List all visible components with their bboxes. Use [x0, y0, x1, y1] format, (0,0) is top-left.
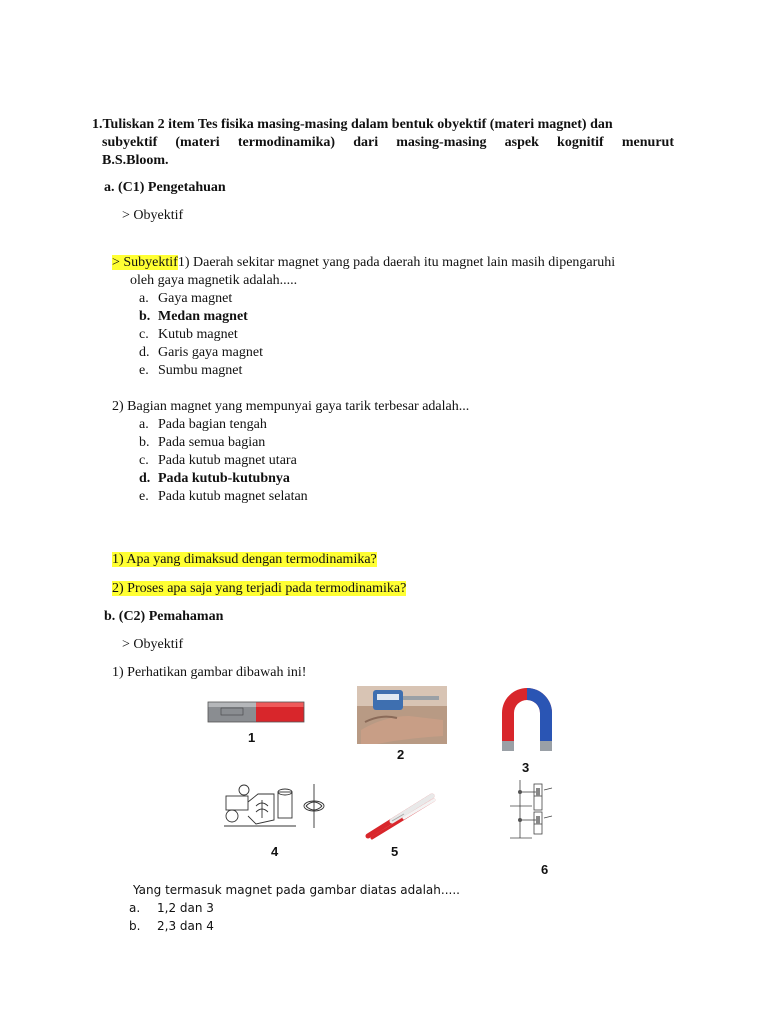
- q1-stem-line-2: oleh gaya magnetik adalah.....: [130, 273, 298, 288]
- q2-option-e: e. Pada kutub magnet selatan: [139, 489, 308, 504]
- answer-option-b: b. 2,3 dan 4: [129, 919, 214, 933]
- horseshoe-magnet-figure: [498, 685, 556, 755]
- question-header-line-2: subyektif (materi termodinamika) dari masing-masing aspek kognitif menurut: [102, 135, 674, 150]
- q1-option-b: b. Medan magnet: [139, 309, 248, 324]
- q1-option-c: c. Kutub magnet: [139, 327, 238, 342]
- figure-label-1: 1: [248, 730, 256, 745]
- subjective-line: [112, 254, 615, 272]
- q2-option-d: d. Pada kutub-kutubnya: [139, 471, 290, 486]
- figure-label-2: 2: [397, 747, 405, 762]
- subjective-label: > Subyektif: [112, 255, 178, 270]
- q1-stem-line-1: 1) Daerah sekitar magnet yang pada daerah itu magnet lain masih dipengaruhi: [177, 255, 616, 270]
- question-header-line-3: B.S.Bloom.: [102, 153, 169, 168]
- section-a-title: a. (C1) Pengetahuan: [104, 180, 226, 195]
- hand-battery-photo-figure: [357, 686, 447, 744]
- subjective-question-2: 2) Proses apa saja yang terjadi pada termodinamika?: [112, 581, 407, 596]
- objective-label-b: > Obyektif: [122, 637, 184, 652]
- q1-option-e: e. Sumbu magnet: [139, 363, 243, 378]
- question-header-line-1: 1.Tuliskan 2 item Tes fisika masing-masing dalam bentuk obyektif (materi magnet) dan: [92, 117, 613, 132]
- figure-question-stem: 1) Perhatikan gambar dibawah ini!: [112, 665, 307, 680]
- answer-option-a: a. 1,2 dan 3: [129, 901, 214, 915]
- subjective-question-1: 1) Apa yang dimaksud dengan termodinamika?: [112, 552, 377, 567]
- apparatus-drawing-figure: [222, 780, 332, 832]
- bar-magnet-figure: [207, 698, 305, 724]
- q2-stem: 2) Bagian magnet yang mempunyai gaya tarik terbesar adalah...: [112, 399, 470, 414]
- figure-label-6: 6: [541, 862, 549, 877]
- answer-prompt: Yang termasuk magnet pada gambar diatas adalah.....: [133, 883, 460, 897]
- q1-option-a: a. Gaya magnet: [139, 291, 233, 306]
- q2-option-a: a. Pada bagian tengah: [139, 417, 267, 432]
- stand-apparatus-figure: [506, 776, 570, 842]
- section-b-title: b. (C2) Pemahaman: [104, 609, 224, 624]
- q2-option-b: b. Pada semua bagian: [139, 435, 266, 450]
- figure-label-5: 5: [391, 844, 399, 859]
- q2-option-c: c. Pada kutub magnet utara: [139, 453, 297, 468]
- q1-option-d: d. Garis gaya magnet: [139, 345, 263, 360]
- figure-label-3: 3: [522, 760, 530, 775]
- objective-label-a: > Obyektif: [122, 208, 184, 223]
- magnet-rods-figure: [362, 790, 440, 842]
- figure-label-4: 4: [271, 844, 279, 859]
